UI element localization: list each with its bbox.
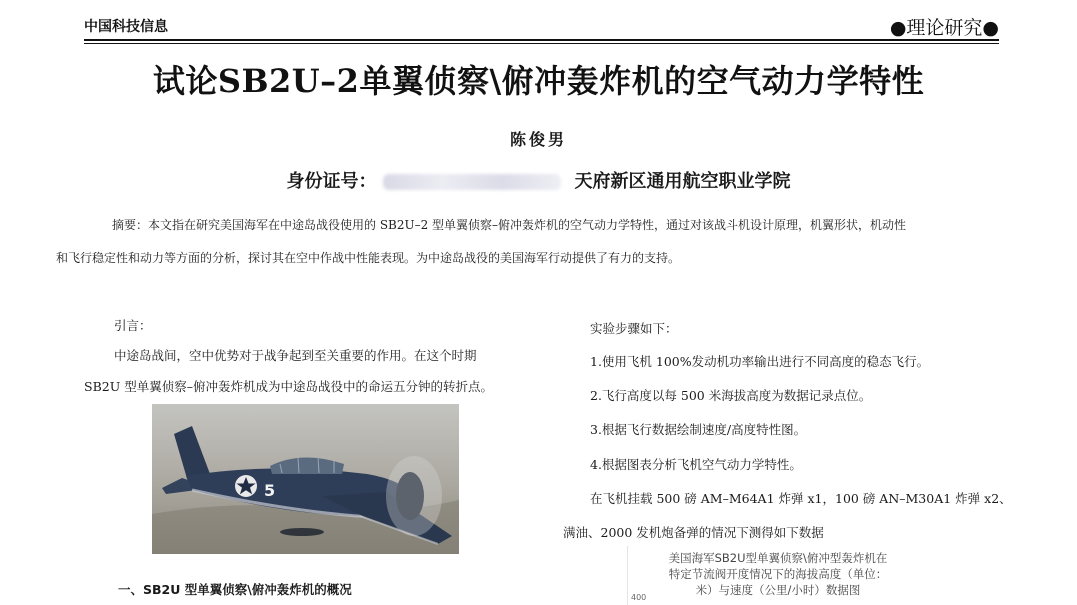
id-label: 身份证号：: [286, 171, 377, 192]
intro-heading: 引言：: [114, 318, 152, 333]
abstract: [56, 209, 1004, 275]
step-item: 3.根据飞行数据绘制速度/高度特性图。: [590, 422, 807, 437]
chart-title-line: 米）与速度（公里/小时）数据图: [695, 583, 861, 597]
chart-title-line: 特定节流阀开度情况下的海拔高度（单位：: [668, 567, 888, 581]
step-item: 2.飞行高度以每 500 米海拔高度为数据记录点位。: [590, 388, 872, 403]
aircraft-photo: [152, 404, 459, 554]
load-condition-line: 在飞机挂载 500 磅 AM–M64A1 炸弹 x1，100 磅 AN–M30A1 炸弹 x2、: [590, 491, 1012, 506]
journal-name: 中国科技信息: [84, 19, 168, 35]
institution-name: 天府新区通用航空职业学院: [574, 171, 791, 192]
chart-y-tick: 400: [631, 593, 647, 602]
abstract-line: 和飞行稳定性和动力等方面的分析，探讨其在空中作战中性能表现。为中途岛战役的美国海军行动提供了有力的支持。: [56, 251, 681, 265]
author-name: 陈俊男: [509, 130, 567, 149]
chart-title-line: 美国海军SB2U型单翼侦察\俯冲型轰炸机在: [668, 551, 888, 565]
step-item: 4.根据图表分析飞机空气动力学特性。: [590, 457, 802, 472]
intro-paragraph-line: SB2U 型单翼侦察–俯冲轰炸机成为中途岛战役中的命运五分钟的转折点。: [84, 379, 493, 394]
section-label: ●理论研究●: [889, 17, 999, 39]
speed-altitude-chart: [627, 546, 937, 605]
aircraft-number-marking: 5: [264, 481, 276, 500]
section1-heading: 一、SB2U 型单翼侦察\俯冲轰炸机的概况: [118, 582, 352, 597]
load-condition-line: 满油、2000 发机炮备弹的情况下测得如下数据: [563, 525, 824, 540]
article-title: 试论SB2U–2单翼侦察\俯冲轰炸机的空气动力学特性: [152, 62, 925, 100]
header-rule: [84, 39, 999, 41]
sb2u-aircraft-illustration: [152, 404, 459, 554]
step-item: 1.使用飞机 100%发动机功率输出进行不同高度的稳态飞行。: [590, 354, 930, 369]
header-rule-thin: [84, 43, 999, 44]
author-id-line: [0, 167, 1077, 193]
redacted-id-number: [383, 174, 561, 190]
steps-heading: 实验步骤如下：: [590, 321, 678, 336]
abstract-line: 摘要：本文指在研究美国海军在中途岛战役使用的 SB2U–2 型单翼侦察–俯冲轰炸机的空气动力学特性，通过对该战斗机设计原理，机翼形状，机动性: [112, 218, 907, 232]
intro-paragraph-line: 中途岛战间，空中优势对于战争起到至关重要的作用。在这个时期: [114, 348, 477, 363]
